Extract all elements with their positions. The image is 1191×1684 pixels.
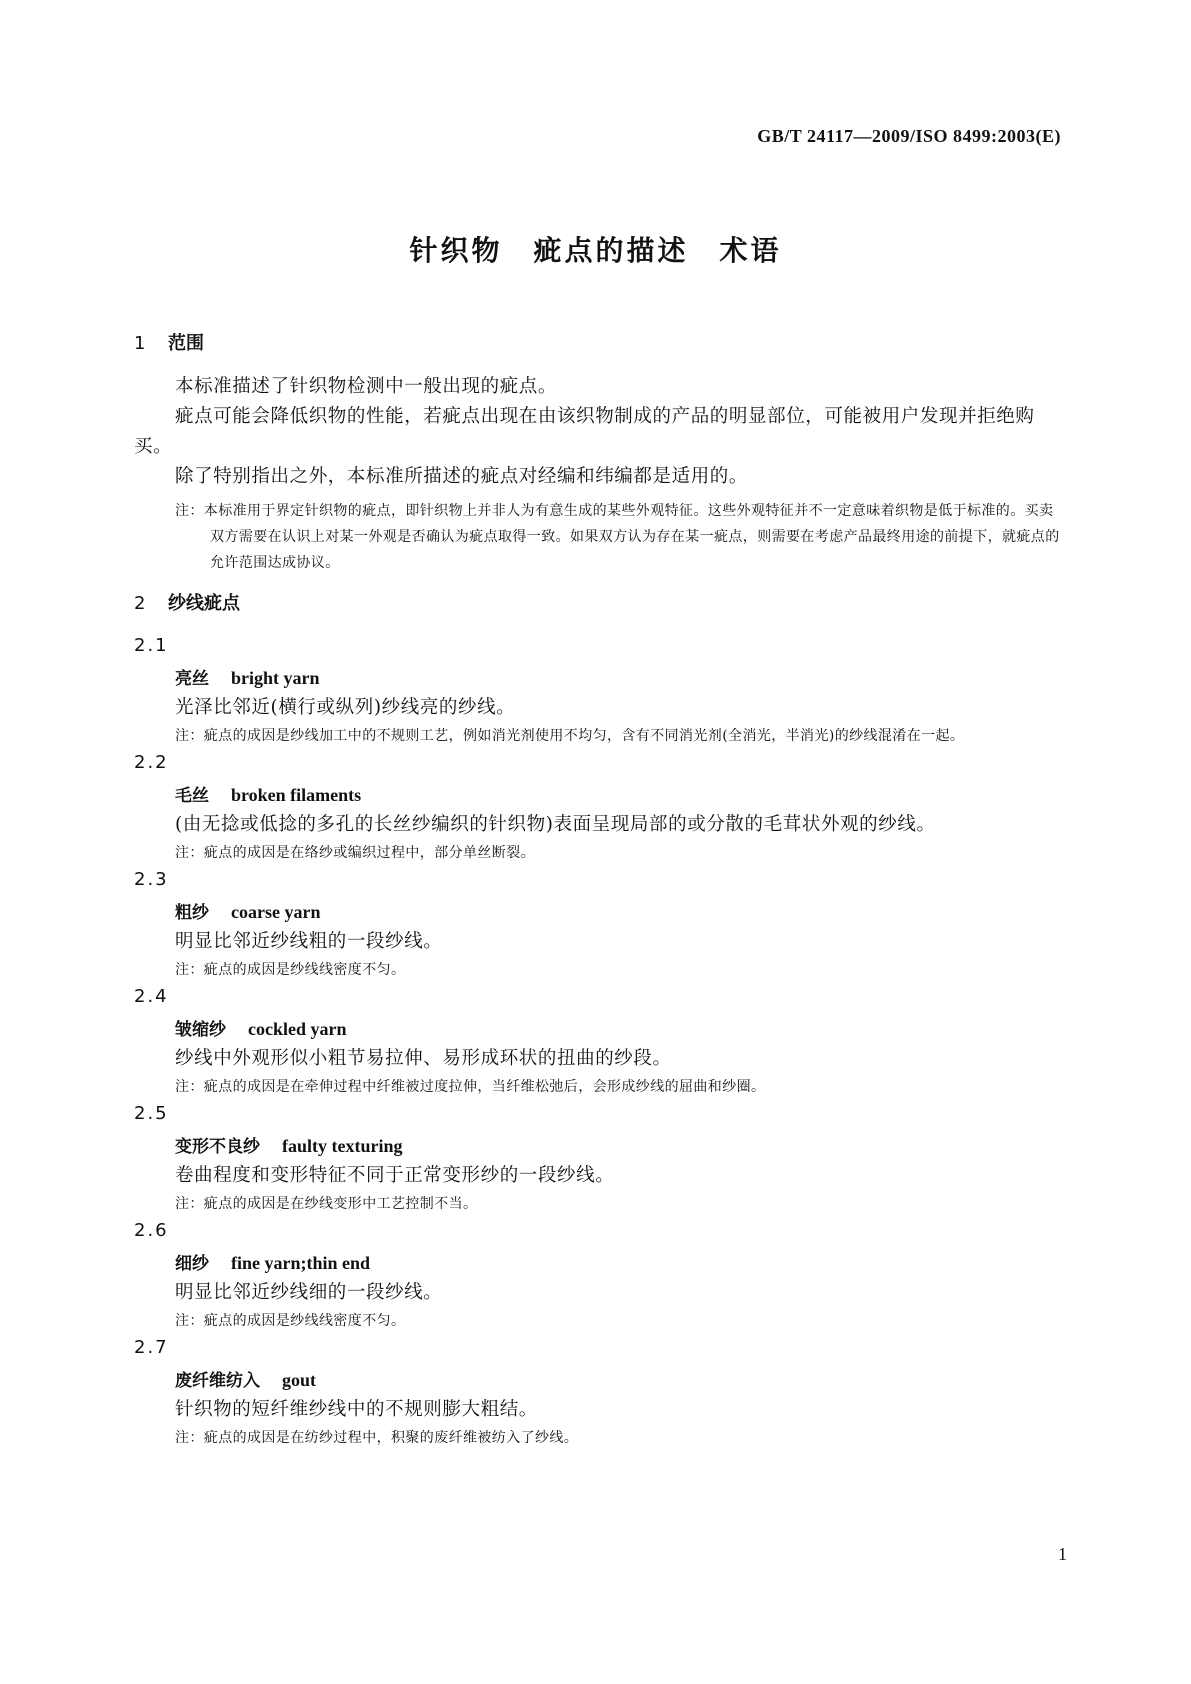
note: 注：本标准用于界定针织物的疵点，即针织物上并非人为有意生成的某些外观特征。这些外观特征并不一定意味着织物是低于标准的。买卖双方需要在认识上对某一外观是否确认为疵点取得一致。如果双方认为存在某一疵点，则需要在考虑产品最终用途的前提下，就疵点的允许范围达成协议。	[175, 503, 1060, 571]
note: 注：疵点的成因是纱线线密度不匀。	[175, 962, 406, 978]
term-en: faulty texturing	[282, 1136, 403, 1156]
term-number: 2.1	[134, 635, 169, 656]
term-name	[175, 781, 1062, 810]
page-title: 针织物 疵点的描述 术语	[409, 234, 782, 267]
term-number: 2.4	[134, 986, 169, 1007]
term-en: coarse yarn	[231, 902, 321, 922]
paragraph: 本标准描述了针织物检测中一般出现的疵点。	[175, 376, 558, 397]
term-number: 2.5	[134, 1103, 169, 1124]
term-zh: 亮丝	[175, 669, 209, 689]
note: 注：疵点的成因是纱线线密度不匀。	[175, 1313, 406, 1329]
term-entry	[134, 983, 1062, 1100]
note: 注：疵点的成因是纱线加工中的不规则工艺，例如消光剂使用不均匀，含有不同消光剂(全消光，半消光)的纱线混淆在一起。	[175, 728, 965, 744]
section-title: 纱线疵点	[168, 593, 240, 614]
term-entry	[134, 749, 1062, 866]
term-zh: 细纱	[175, 1254, 209, 1274]
note: 注：疵点的成因是在络纱或编织过程中，部分单丝断裂。	[175, 845, 535, 861]
term-en: cockled yarn	[248, 1019, 347, 1039]
term-zh: 变形不良纱	[175, 1137, 260, 1157]
term-number: 2.2	[134, 752, 169, 773]
term-definition: 卷曲程度和变形特征不同于正常变形纱的一段纱线。	[175, 1165, 615, 1186]
term-name	[175, 1366, 1062, 1395]
paragraph: 除了特别指出之外，本标准所描述的疵点对经编和纬编都是适用的。	[175, 466, 749, 487]
section-number: 1	[134, 333, 146, 354]
term-definition: 针织物的短纤维纱线中的不规则膨大粗结。	[175, 1399, 538, 1420]
term-name	[175, 664, 1062, 693]
note: 注：疵点的成因是在纱线变形中工艺控制不当。	[175, 1196, 478, 1212]
term-number: 2.7	[134, 1337, 169, 1358]
term-definition: 纱线中外观形似小粗节易拉伸、易形成环状的扭曲的纱段。	[175, 1048, 672, 1069]
term-entry	[134, 1334, 1062, 1451]
note: 注：疵点的成因是在纺纱过程中，积聚的废纤维被纺入了纱线。	[175, 1430, 579, 1446]
term-en: gout	[282, 1370, 317, 1390]
section-heading	[134, 590, 1062, 618]
term-entry	[134, 1100, 1062, 1217]
term-name	[175, 1249, 1062, 1278]
section-scope	[134, 330, 1062, 576]
term-en: fine yarn;thin end	[231, 1253, 371, 1273]
note: 注：疵点的成因是在牵伸过程中纤维被过度拉伸，当纤维松弛后，会形成纱线的屈曲和纱圈。	[175, 1079, 766, 1095]
term-name	[175, 898, 1062, 927]
section-yarn-defects	[134, 590, 1062, 1451]
section-heading	[134, 330, 1062, 358]
term-name	[175, 1015, 1062, 1044]
page-number: 1	[1058, 1544, 1067, 1564]
term-definition: 明显比邻近纱线粗的一段纱线。	[175, 931, 443, 952]
section-title: 范围	[168, 333, 204, 354]
term-definition: (由无捻或低捻的多孔的长丝纱编织的针织物)表面呈现局部的或分散的毛茸状外观的纱线。	[175, 814, 936, 835]
term-zh: 皱缩纱	[175, 1020, 226, 1040]
term-zh: 粗纱	[175, 903, 209, 923]
term-entry	[134, 1217, 1062, 1334]
document-body	[134, 330, 1062, 1451]
paragraph: 疵点可能会降低织物的性能，若疵点出现在由该织物制成的产品的明显部位，可能被用户发现并拒绝购买。	[134, 406, 1035, 457]
term-en: broken filaments	[231, 785, 362, 805]
term-name	[175, 1132, 1062, 1161]
section-number: 2	[134, 593, 146, 614]
term-zh: 废纤维纺入	[175, 1371, 260, 1391]
standard-code-header: GB/T 24117—2009/ISO 8499:2003(E)	[757, 126, 1061, 146]
term-en: bright yarn	[231, 668, 320, 688]
term-definition: 光泽比邻近(横行或纵列)纱线亮的纱线。	[175, 697, 516, 718]
term-number: 2.3	[134, 869, 169, 890]
term-zh: 毛丝	[175, 786, 209, 806]
term-entry	[134, 632, 1062, 749]
term-number: 2.6	[134, 1220, 169, 1241]
term-entry	[134, 866, 1062, 983]
term-definition: 明显比邻近纱线细的一段纱线。	[175, 1282, 443, 1303]
